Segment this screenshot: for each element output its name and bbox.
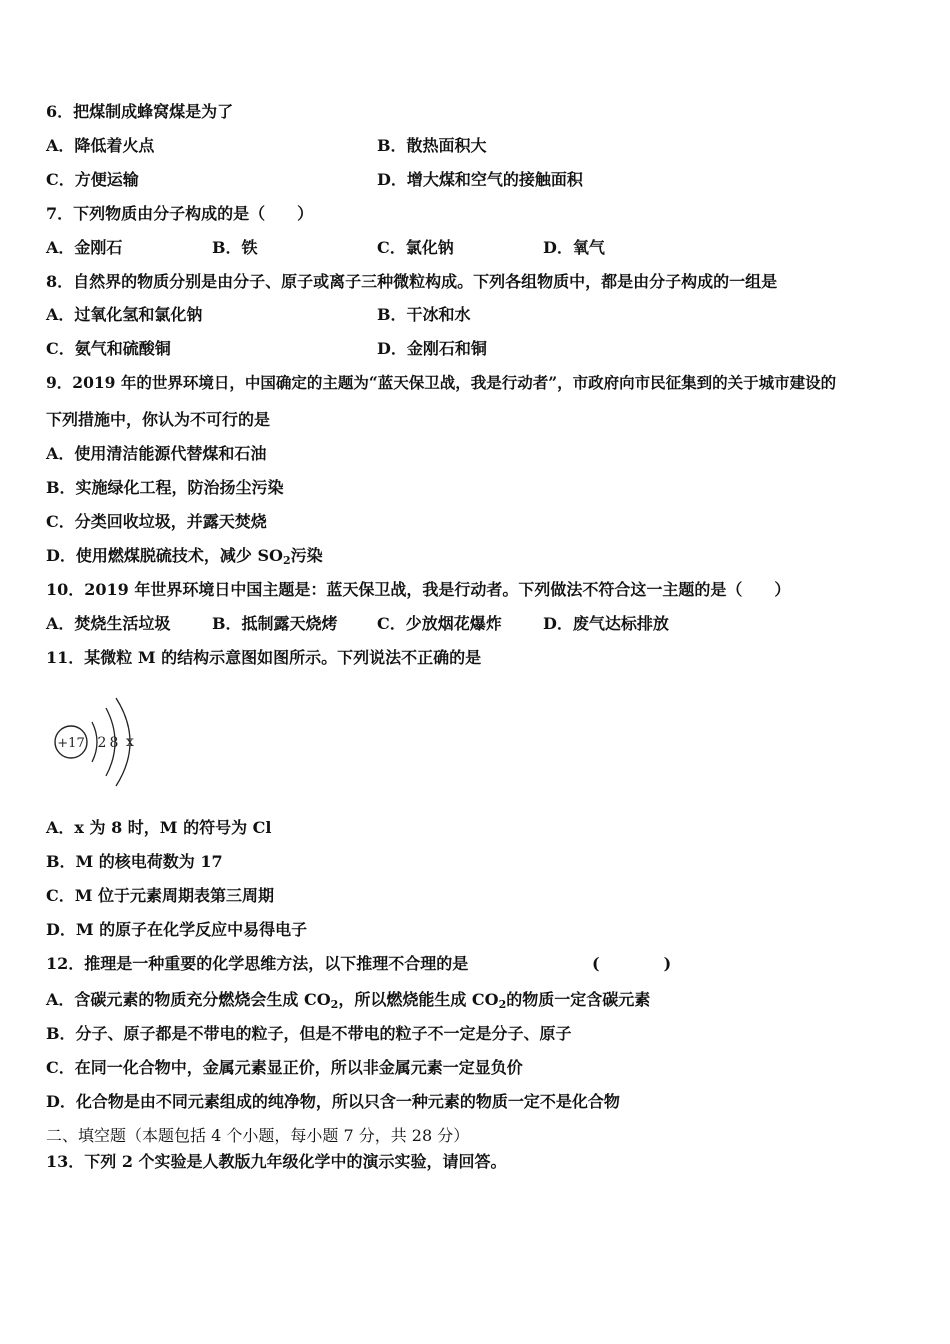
section-2-title: 二、填空题（本题包括 4 个小题，每小题 7 分，共 28 分） xyxy=(46,1126,470,1145)
q11-option-b: B．M 的核电荷数为 17 xyxy=(46,852,223,871)
electron-shell-2-count: 8 xyxy=(109,735,119,751)
q12-option-a xyxy=(46,990,650,1010)
electron-shell-3-count: x xyxy=(126,734,134,750)
atom-structure-diagram xyxy=(46,688,156,798)
q12-option-a-subscript-1: 2 xyxy=(330,998,339,1011)
q9-option-a: A．使用清洁能源代替煤和石油 xyxy=(46,444,267,463)
q7-stem: 7．下列物质由分子构成的是（ ） xyxy=(46,204,314,223)
q10-option-c: C．少放烟花爆炸 xyxy=(377,614,502,633)
q8-option-c: C．氨气和硫酸铜 xyxy=(46,339,171,358)
q9-option-d-suffix: 污染 xyxy=(290,546,323,565)
q6-option-d: D．增大煤和空气的接触面积 xyxy=(377,170,583,189)
q9-option-d-text: D．使用燃煤脱硫技术，减少 SO xyxy=(46,546,283,565)
q9-stem-line2: 下列措施中，你认为不可行的是 xyxy=(46,410,271,429)
q12-answer-paren: ( ) xyxy=(592,954,672,973)
q12-option-d: D．化合物是由不同元素组成的纯净物，所以只含一种元素的物质一定不是化合物 xyxy=(46,1092,620,1111)
q12-option-b: B．分子、原子都是不带电的粒子，但是不带电的粒子不一定是分子、原子 xyxy=(46,1024,572,1043)
q11-option-a: A．x 为 8 时，M 的符号为 Cl xyxy=(46,818,272,837)
q9-option-d xyxy=(46,546,323,566)
q12-option-a-subscript-2: 2 xyxy=(498,998,507,1011)
q12-option-c: C．在同一化合物中，金属元素显正价，所以非金属元素一定显负价 xyxy=(46,1058,523,1077)
q10-option-d: D．废气达标排放 xyxy=(543,614,669,633)
electron-shell-1-arc xyxy=(92,722,97,762)
q9-option-b: B．实施绿化工程，防治扬尘污染 xyxy=(46,478,284,497)
q6-option-a: A．降低着火点 xyxy=(46,136,155,155)
q9-option-c: C．分类回收垃圾，并露天焚烧 xyxy=(46,512,267,531)
q8-option-d: D．金刚石和铜 xyxy=(377,339,487,358)
q8-stem: 8．自然界的物质分别是由分子、原子或离子三种微粒构成。下列各组物质中，都是由分子构成的一组是 xyxy=(46,272,778,291)
q10-option-a: A．焚烧生活垃圾 xyxy=(46,614,171,633)
q12-option-a-mid: ，所以燃烧能生成 CO xyxy=(338,990,499,1009)
q6-option-b: B．散热面积大 xyxy=(377,136,487,155)
electron-shell-1-count: 2 xyxy=(97,735,107,751)
q6-option-c: C．方便运输 xyxy=(46,170,139,189)
q6-stem: 6．把煤制成蜂窝煤是为了 xyxy=(46,102,234,121)
q7-option-b: B．铁 xyxy=(212,238,258,257)
q10-option-b: B．抵制露天烧烤 xyxy=(212,614,338,633)
q11-option-c: C．M 位于元素周期表第三周期 xyxy=(46,886,275,905)
q12-option-a-text: A．含碳元素的物质充分燃烧会生成 CO xyxy=(46,990,331,1009)
q7-option-c: C．氯化钠 xyxy=(377,238,454,257)
q9-option-d-subscript: 2 xyxy=(282,554,291,567)
q8-option-a: A．过氧化氢和氯化钠 xyxy=(46,305,203,324)
nucleus-charge: +17 xyxy=(57,736,85,751)
q13-stem: 13．下列 2 个实验是人教版九年级化学中的演示实验，请回答。 xyxy=(46,1152,507,1171)
q8-option-b: B．干冰和水 xyxy=(377,305,471,324)
q7-option-a: A．金刚石 xyxy=(46,238,123,257)
q11-option-d: D．M 的原子在化学反应中易得电子 xyxy=(46,920,308,939)
q9-stem-line1: 9．2019 年的世界环境日，中国确定的主题为“蓝天保卫战，我是行动者”，市政府向市民征集到的关于城市建设的 xyxy=(46,373,837,392)
q12-option-a-suffix: 的物质一定含碳元素 xyxy=(506,990,651,1009)
q12-stem: 12．推理是一种重要的化学思维方法，以下推理不合理的是 xyxy=(46,954,469,973)
q10-stem: 10．2019 年世界环境日中国主题是：蓝天保卫战，我是行动者。下列做法不符合这一主题的是（ ） xyxy=(46,580,791,599)
q11-stem: 11．某微粒 M 的结构示意图如图所示。下列说法不正确的是 xyxy=(46,648,482,667)
q7-option-d: D．氧气 xyxy=(543,238,605,257)
